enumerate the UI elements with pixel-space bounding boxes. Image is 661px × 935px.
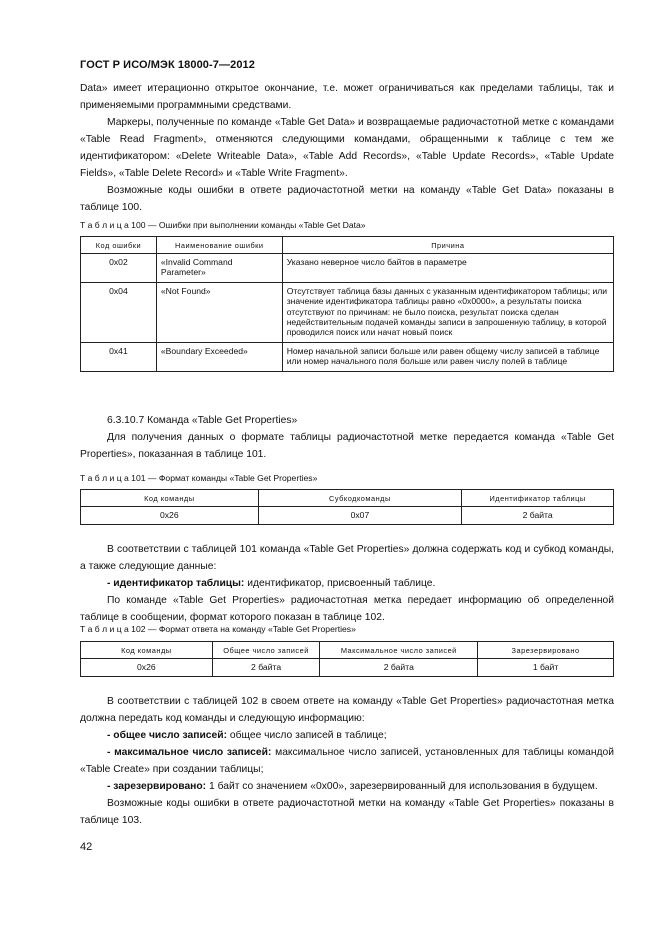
paragraph: По команде «Table Get Properties» радиочастотная метка передает информацию об определенной таблице в сообщении, формат которого показан в таблице 102. — [80, 595, 614, 623]
list-text: общее число записей в таблице; — [227, 730, 387, 741]
text-block-4 — [80, 693, 614, 829]
document-header: ГОСТ Р ИСО/МЭК 18000-7—2012 — [80, 59, 255, 71]
table-100-caption: Т а б л и ц а 100 — Ошибки при выполнении команды «Table Get Data» — [80, 220, 366, 230]
table-header-cell: Код ошибки — [81, 237, 157, 254]
table-102 — [80, 641, 614, 677]
section-heading: 6.3.10.7 Команда «Table Get Properties» — [107, 415, 298, 426]
list-text: 1 байт со значением «0x00», зарезервированный для использования в будущем. — [206, 781, 598, 792]
table-header-row — [81, 642, 614, 659]
table-cell: 0x26 — [81, 659, 213, 677]
list-item — [80, 744, 614, 778]
page-number: 42 — [80, 841, 93, 853]
table-cell: 0x07 — [258, 507, 462, 525]
table-cell: 2 байта — [320, 659, 478, 677]
table-101-caption: Т а б л и ц а 101 — Формат команды «Table Get Properties» — [80, 473, 318, 483]
table-cell: «Invalid Command Parameter» — [156, 254, 282, 283]
table-cell: 2 байта — [212, 659, 320, 677]
table-row — [81, 507, 614, 525]
text-block-1 — [80, 80, 614, 216]
table-header-cell: Идентификатор таблицы — [462, 490, 614, 507]
table-cell: 0x26 — [81, 507, 259, 525]
paragraph: Маркеры, полученные по команде «Table Get Data» и возвращаемые радиочастотной метке с командами «Table Read Fragment», отменяются следующими командами, обращенными к таблице с тем же идентификатором: «Delete Writeable Data», «Table Add Records», «Table Update Records», «Table Update Fields», «Table Delete Record» и «Table Write Fragment». — [80, 117, 614, 179]
table-header-cell: Максимальное число записей — [320, 642, 478, 659]
table-header-row — [81, 237, 614, 254]
table-cell: Отсутствует таблица базы данных с указанным идентификатором таблицы; или значение идентификатора таблицы равно «0x0000», а результаты поиска отсутствуют по причинам: не было поиска, результат поиска сделан недействительным подачей команды записи в запрошенную таблицу, в которой проводился поиск или начат новый поиск — [282, 282, 613, 342]
table-cell: Указано неверное число байтов в параметре — [282, 254, 613, 283]
list-text: максимальное число записей, установленных для таблицы командой «Table Create» при создании таблицы; — [80, 747, 614, 775]
table-row — [81, 342, 614, 371]
paragraph: В соответствии с таблицей 102 в своем ответе на команду «Table Get Properties» радиочастотная метка должна передать код команды и следующую информацию: — [80, 696, 614, 724]
paragraph: Возможные коды ошибки в ответе радиочастотной метки на команду «Table Get Properties» показаны в таблице 103. — [80, 798, 614, 826]
list-text: идентификатор, присвоенный таблице. — [244, 578, 436, 589]
table-cell: Номер начальной записи больше или равен общему числу записей в таблице или номер начального поля больше или равен числу полей в таблице — [282, 342, 613, 371]
table-row — [81, 659, 614, 677]
text-block-2 — [80, 412, 614, 463]
table-header-row — [81, 490, 614, 507]
table-100 — [80, 236, 614, 372]
table-cell: 1 байт — [478, 659, 614, 677]
table-row — [81, 254, 614, 283]
list-item — [80, 778, 614, 795]
table-cell: 0x04 — [81, 282, 157, 342]
list-term: - идентификатор таблицы: — [107, 578, 245, 589]
table-header-cell: Код команды — [81, 490, 259, 507]
table-101 — [80, 489, 614, 525]
table-102-caption: Т а б л и ц а 102 — Формат ответа на команду «Table Get Properties» — [80, 624, 356, 634]
paragraph: В соответствии с таблицей 101 команда «Table Get Properties» должна содержать код и субкод команды, а также следующие данные: — [80, 544, 614, 572]
list-term: - зарезервировано: — [107, 781, 207, 792]
list-item — [80, 575, 614, 592]
paragraph: Data» имеет итерационно открытое окончание, т.е. может ограничиваться как пределами таблицы, так и применяемыми программными средствами. — [80, 83, 614, 111]
paragraph: Возможные коды ошибки в ответе радиочастотной метки на команду «Table Get Data» показаны в таблице 100. — [80, 185, 614, 213]
table-header-cell: Код команды — [81, 642, 213, 659]
table-cell: 0x02 — [81, 254, 157, 283]
table-cell: «Boundary Exceeded» — [156, 342, 282, 371]
table-cell: 2 байта — [462, 507, 614, 525]
table-cell: 0x41 — [81, 342, 157, 371]
table-cell: «Not Found» — [156, 282, 282, 342]
text-block-3 — [80, 541, 614, 626]
table-header-cell: Зарезервировано — [478, 642, 614, 659]
table-header-cell: Причина — [282, 237, 613, 254]
paragraph: Для получения данных о формате таблицы радиочастотной метке передается команда «Table Get Properties», показанная в таблице 101. — [80, 432, 614, 460]
table-header-cell: Общее число записей — [212, 642, 320, 659]
table-header-cell: Наименование ошибки — [156, 237, 282, 254]
list-term: - общее число записей: — [107, 730, 228, 741]
list-term: - максимальное число записей: — [107, 747, 272, 758]
list-item — [80, 727, 614, 744]
table-row — [81, 282, 614, 342]
table-header-cell: Субкодкоманды — [258, 490, 462, 507]
